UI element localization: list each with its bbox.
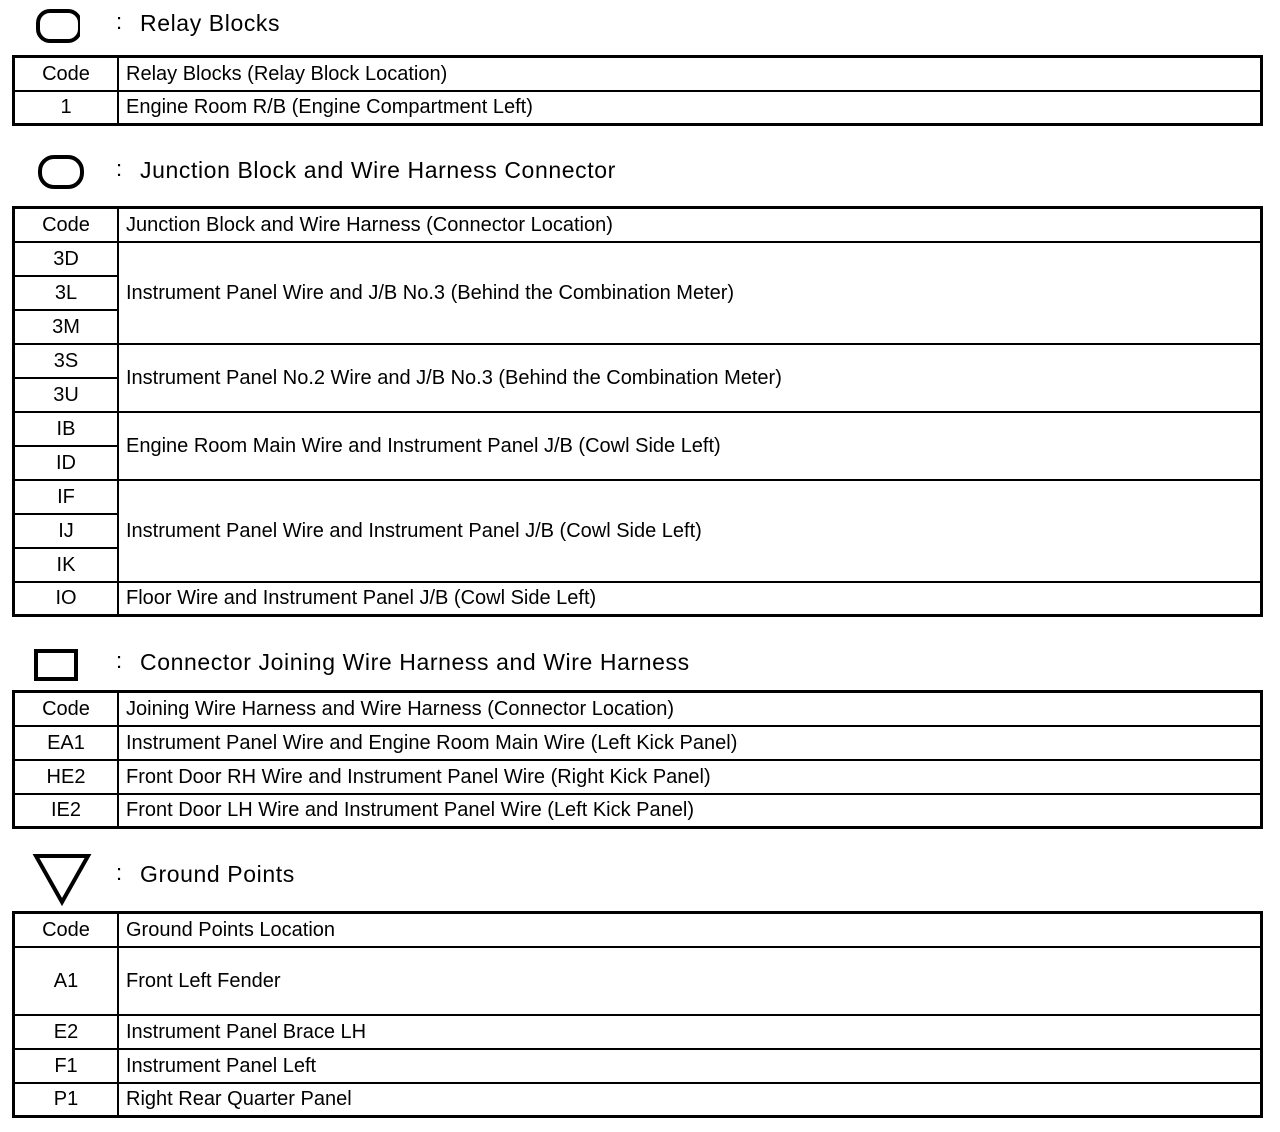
description-cell: Instrument Panel Wire and Engine Room Main Wire (Left Kick Panel) (118, 726, 1262, 760)
heading-colon: : (116, 156, 123, 181)
table-row (14, 344, 1262, 378)
table-row (14, 1083, 1262, 1117)
table-row (14, 1049, 1262, 1083)
section-title: Relay Blocks (140, 10, 281, 36)
code-cell: IO (14, 582, 119, 616)
table-row (14, 480, 1262, 514)
code-cell: ID (14, 446, 119, 480)
section-title: Ground Points (140, 861, 295, 887)
code-cell: A1 (14, 947, 119, 1015)
code-cell: 3M (14, 310, 119, 344)
junction-block-table (12, 206, 1263, 617)
code-cell: 3U (14, 378, 119, 412)
table-row (14, 726, 1262, 760)
table-row (14, 794, 1262, 828)
relay-blocks-table (12, 55, 1263, 126)
code-cell: IE2 (14, 794, 119, 828)
oval-box-icon (30, 152, 90, 192)
table-row (14, 947, 1262, 1015)
description-header: Junction Block and Wire Harness (Connector Location) (118, 208, 1262, 242)
heading-colon: : (116, 648, 123, 673)
heading-colon: : (116, 9, 123, 34)
description-cell: Instrument Panel No.2 Wire and J/B No.3 (Behind the Combination Meter) (118, 344, 1262, 412)
code-cell: EA1 (14, 726, 119, 760)
code-cell: E2 (14, 1015, 119, 1049)
code-cell: IB (14, 412, 119, 446)
square-box-icon (30, 644, 90, 684)
description-header: Relay Blocks (Relay Block Location) (118, 57, 1262, 91)
code-header: Code (14, 913, 119, 947)
section-title: Junction Block and Wire Harness Connector (140, 157, 616, 183)
description-cell: Instrument Panel Wire and Instrument Panel J/B (Cowl Side Left) (118, 480, 1262, 582)
rounded-box-icon (30, 6, 80, 44)
code-cell: P1 (14, 1083, 119, 1117)
triangle-down-icon (30, 852, 94, 908)
heading-colon: : (116, 860, 123, 885)
description-cell: Instrument Panel Left (118, 1049, 1262, 1083)
ground-points-table (12, 911, 1263, 1118)
code-cell: F1 (14, 1049, 119, 1083)
table-header-row (14, 57, 1262, 91)
code-cell: 3L (14, 276, 119, 310)
description-cell: Floor Wire and Instrument Panel J/B (Cowl Side Left) (118, 582, 1262, 616)
table-row (14, 1015, 1262, 1049)
code-cell: HE2 (14, 760, 119, 794)
description-cell: Right Rear Quarter Panel (118, 1083, 1262, 1117)
table-row (14, 412, 1262, 446)
code-header: Code (14, 692, 119, 726)
table-header-row (14, 208, 1262, 242)
code-cell: IF (14, 480, 119, 514)
section-title: Connector Joining Wire Harness and Wire Harness (140, 649, 690, 675)
description-cell: Front Door LH Wire and Instrument Panel Wire (Left Kick Panel) (118, 794, 1262, 828)
code-cell: 1 (14, 91, 119, 125)
connector-table (12, 690, 1263, 829)
code-header: Code (14, 208, 119, 242)
description-cell: Front Door RH Wire and Instrument Panel Wire (Right Kick Panel) (118, 760, 1262, 794)
code-cell: IJ (14, 514, 119, 548)
code-cell: 3D (14, 242, 119, 276)
code-cell: IK (14, 548, 119, 582)
table-row (14, 242, 1262, 276)
description-cell: Front Left Fender (118, 947, 1262, 1015)
description-cell: Instrument Panel Wire and J/B No.3 (Behind the Combination Meter) (118, 242, 1262, 344)
table-header-row (14, 692, 1262, 726)
table-header-row (14, 913, 1262, 947)
code-cell: 3S (14, 344, 119, 378)
description-header: Ground Points Location (118, 913, 1262, 947)
description-header: Joining Wire Harness and Wire Harness (Connector Location) (118, 692, 1262, 726)
table-row (14, 91, 1262, 125)
table-row (14, 760, 1262, 794)
description-cell: Instrument Panel Brace LH (118, 1015, 1262, 1049)
description-cell: Engine Room R/B (Engine Compartment Left) (118, 91, 1262, 125)
description-cell: Engine Room Main Wire and Instrument Panel J/B (Cowl Side Left) (118, 412, 1262, 480)
code-header: Code (14, 57, 119, 91)
table-row (14, 582, 1262, 616)
